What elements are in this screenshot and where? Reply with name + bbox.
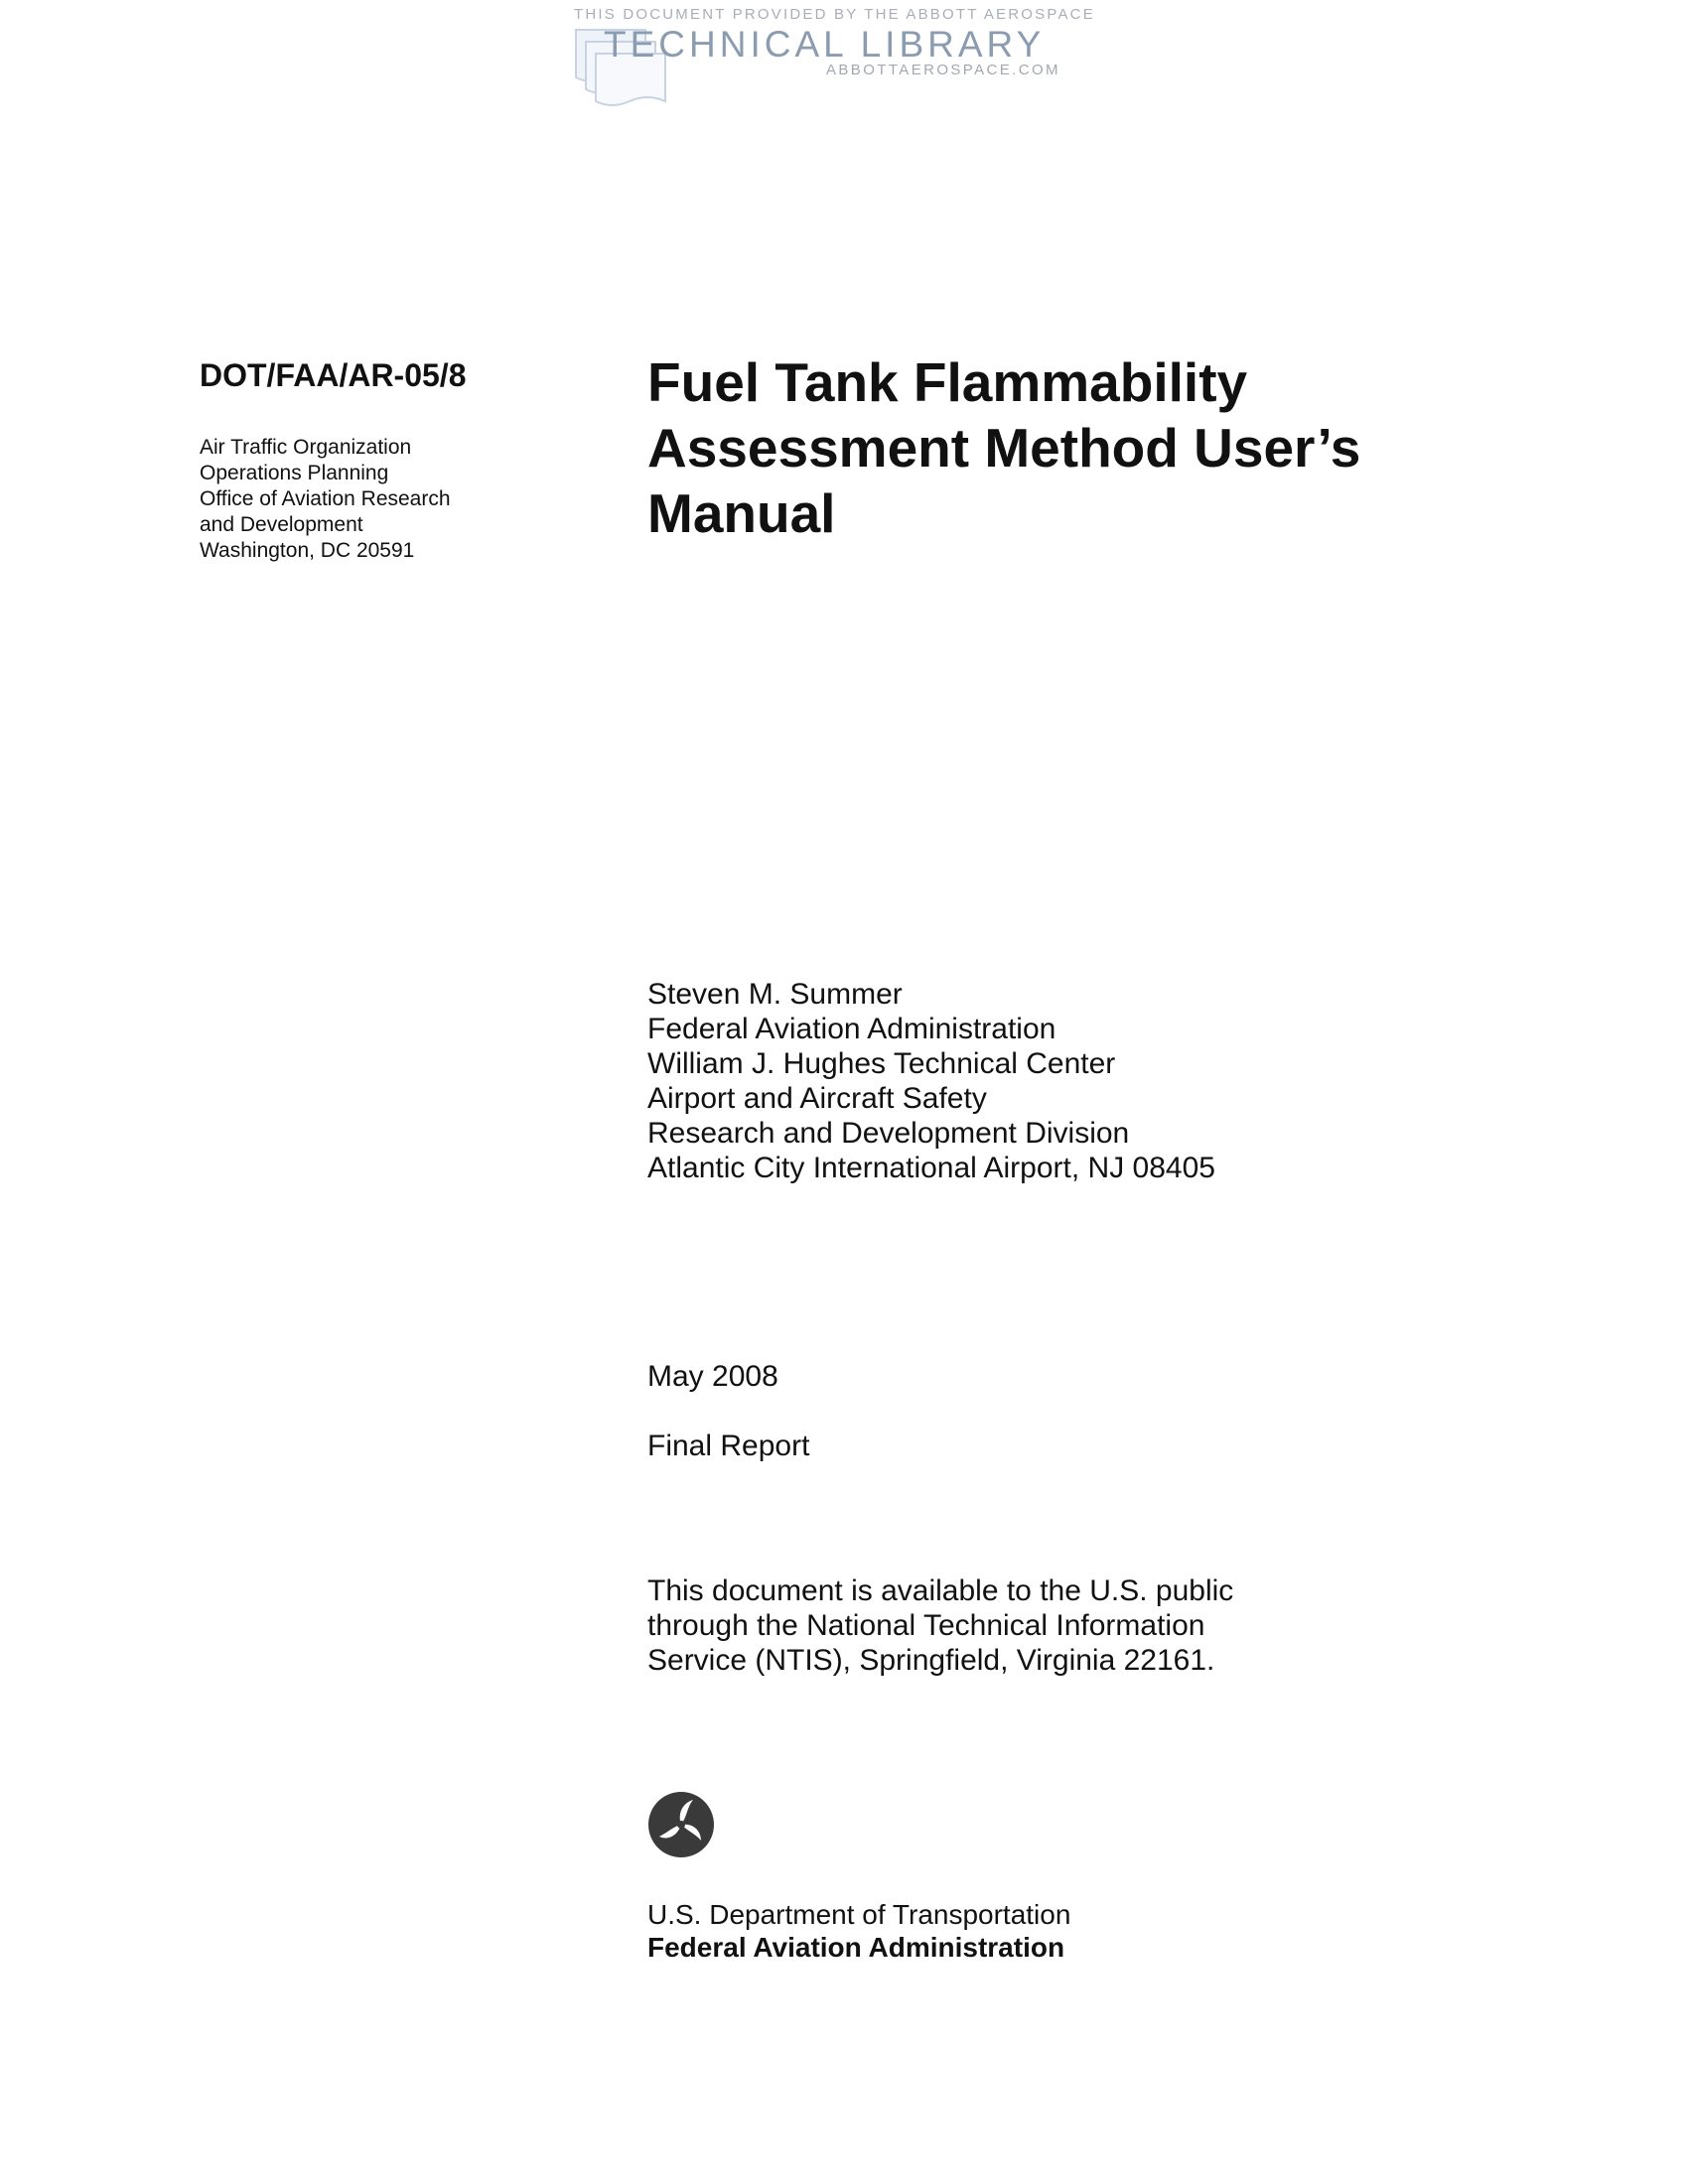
- organization-line: Air Traffic Organization: [200, 436, 412, 459]
- availability-statement: [647, 1573, 1233, 1678]
- sponsoring-organization: [200, 435, 451, 564]
- department-name: U.S. Department of Transportation: [647, 1899, 1071, 1930]
- author-line: Federal Aviation Administration: [647, 1013, 1056, 1045]
- watermark-library-title: TECHNICAL LIBRARY: [604, 24, 1046, 65]
- organization-line: Office of Aviation Research: [200, 487, 451, 510]
- title-line: Fuel Tank Flammability: [647, 351, 1248, 413]
- title-line: Manual: [647, 482, 836, 544]
- author-line: William J. Hughes Technical Center: [647, 1047, 1116, 1080]
- watermark-url: ABBOTTAEROSPACE.COM: [826, 62, 1060, 78]
- author-affiliation: [647, 977, 1215, 1185]
- author-line: Airport and Aircraft Safety: [647, 1082, 987, 1115]
- availability-line: through the National Technical Information: [647, 1609, 1205, 1642]
- report-type: Final Report: [647, 1430, 810, 1462]
- report-title: [647, 349, 1402, 546]
- author-line: Atlantic City International Airport, NJ 08405: [647, 1152, 1215, 1184]
- author-line: Steven M. Summer: [647, 978, 903, 1011]
- agency-name: Federal Aviation Administration: [647, 1932, 1065, 1963]
- author-line: Research and Development Division: [647, 1117, 1130, 1150]
- watermark-provided-by: THIS DOCUMENT PROVIDED BY THE ABBOTT AEROSPACE: [574, 6, 1095, 23]
- report-date: May 2008: [647, 1360, 778, 1393]
- agency-block: [647, 1898, 1070, 1964]
- watermark-header: [568, 4, 1095, 115]
- availability-line: This document is available to the U.S. public: [647, 1574, 1234, 1607]
- organization-line: and Development: [200, 513, 363, 536]
- dot-tri-swirl-icon: [647, 1791, 715, 1858]
- organization-line: Operations Planning: [200, 462, 389, 484]
- report-number: DOT/FAA/AR-05/8: [200, 357, 467, 393]
- title-line: Assessment Method User’s: [647, 417, 1361, 478]
- availability-line: Service (NTIS), Springfield, Virginia 22161.: [647, 1644, 1215, 1677]
- organization-line: Washington, DC 20591: [200, 539, 415, 562]
